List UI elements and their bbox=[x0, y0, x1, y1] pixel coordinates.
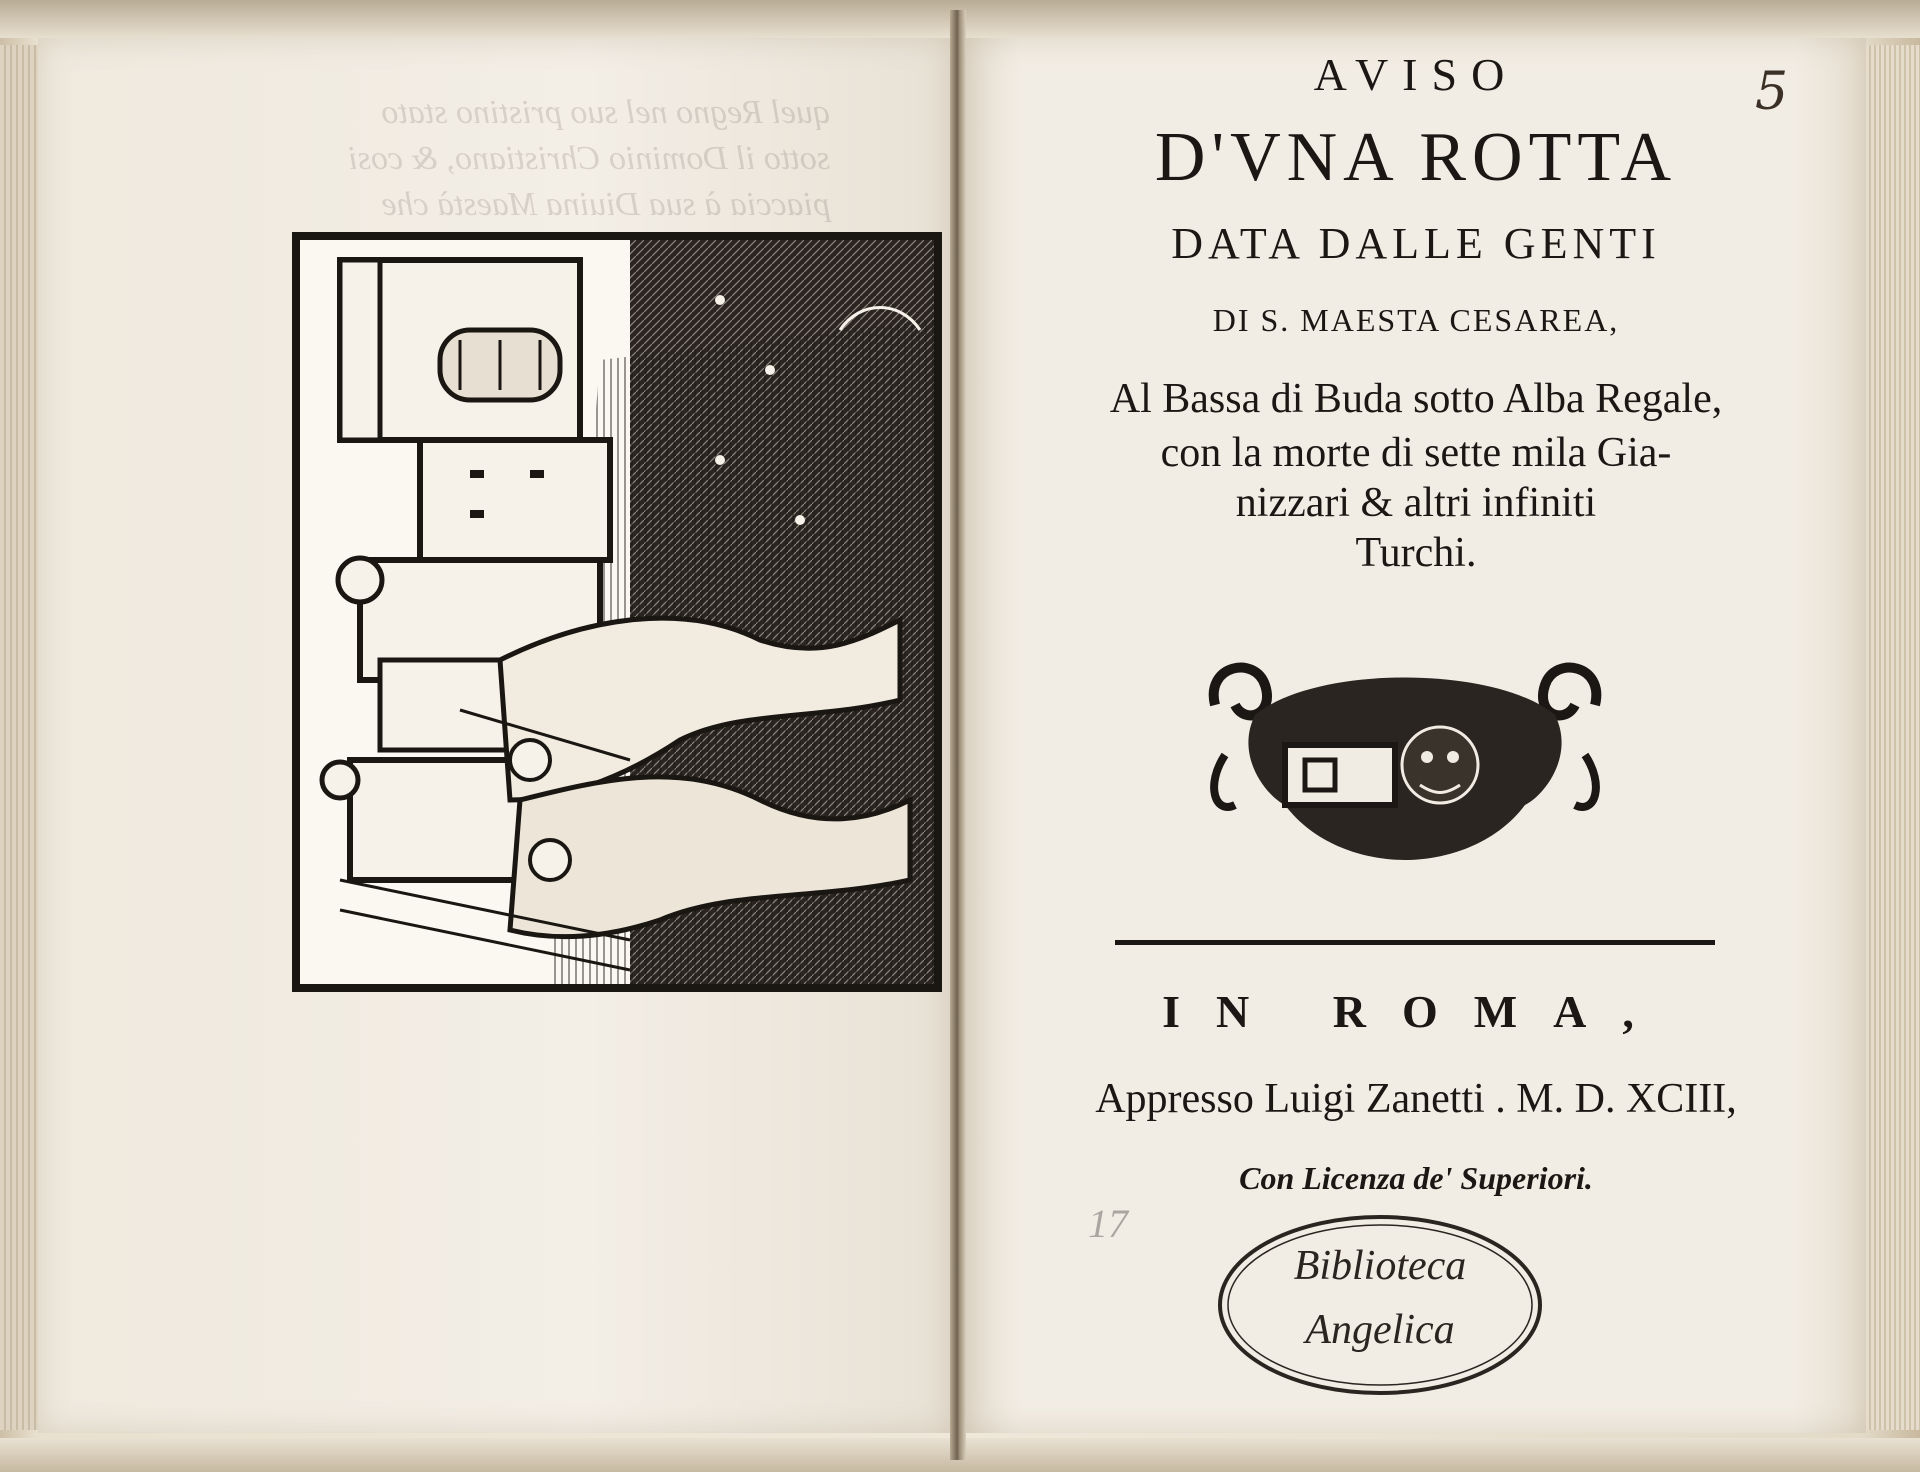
bleed-through-text bbox=[270, 90, 830, 228]
imprint-place: IN ROMA, bbox=[1162, 986, 1670, 1037]
subtitle-line: con la morte di sette mila Gia- bbox=[1160, 430, 1672, 476]
folio-number: 5 bbox=[1755, 62, 1789, 122]
stamp-text: Angelica bbox=[1305, 1307, 1455, 1353]
printers-ornament bbox=[1195, 645, 1615, 875]
license-line: Con Licenza de' Superiori. bbox=[1239, 1160, 1593, 1196]
book-fore-edge bbox=[1866, 45, 1920, 1430]
book-gutter bbox=[950, 10, 966, 1460]
subtitle-line: Al Bassa di Buda sotto Alba Regale, bbox=[1109, 376, 1723, 422]
horizontal-rule bbox=[1115, 940, 1715, 945]
stamp-oval bbox=[1215, 1210, 1545, 1400]
imprint-printer: Appresso Luigi Zanetti . M. D. XCIII, bbox=[1095, 1076, 1737, 1122]
title-line-data: DATA DALLE GENTI bbox=[1171, 219, 1661, 268]
bleed-through-line: piaccia à sua Diuina Maestà che bbox=[381, 186, 830, 223]
woodcut-picture bbox=[300, 240, 934, 984]
bleed-through-line: quel Regno nel suo pristino stato bbox=[381, 94, 830, 131]
library-stamp bbox=[1215, 1210, 1545, 1400]
title-line-rotta: D'VNA ROTTA bbox=[1154, 119, 1678, 196]
woodcut-illustration bbox=[292, 232, 942, 992]
subtitle-line: Turchi. bbox=[1355, 530, 1477, 576]
title-line-maesta: DI S. MAESTA CESAREA, bbox=[1212, 302, 1620, 338]
title-line-aviso: AVISO bbox=[1313, 49, 1519, 100]
subtitle-line: nizzari & altri infiniti bbox=[1235, 480, 1597, 526]
pencil-mark: 17 bbox=[1088, 1201, 1128, 1246]
stamp-text: Biblioteca bbox=[1293, 1243, 1467, 1289]
bleed-through-line: sotto il Dominio Christiano, & cosi bbox=[348, 140, 830, 177]
book-left-edge bbox=[0, 45, 38, 1430]
